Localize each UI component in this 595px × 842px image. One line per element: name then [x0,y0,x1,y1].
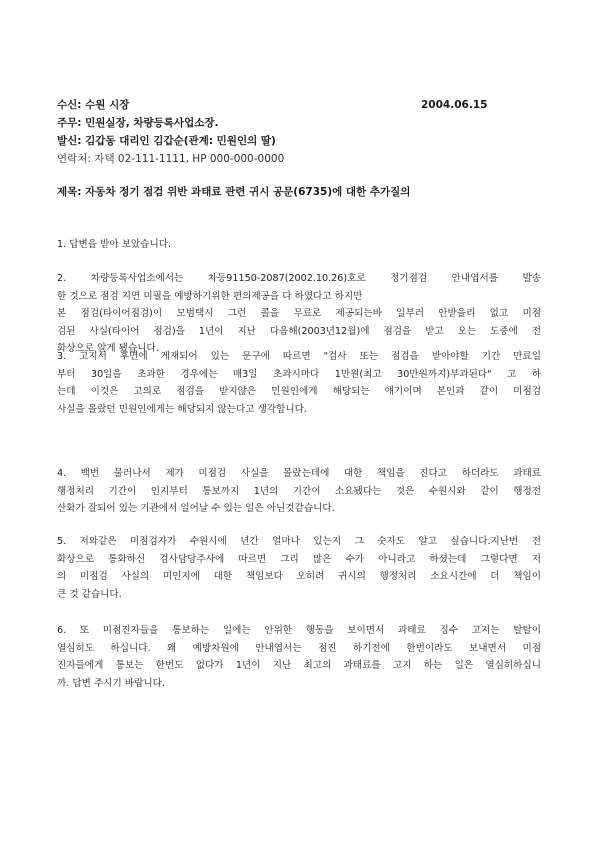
paragraph-line: 행정처리 기간이 인지부터 통보까지 1년의 기간이 소요됐다는 것은 수원시와 같이 행정전 [57,485,541,497]
paragraph-6 [57,622,541,692]
paragraph-line: 4. 백번 물러나서 제가 미점검 사실을 몰랐는데에 대한 책임을 진다고 하더라도 과태료 [57,468,541,479]
paragraph-line: 한 것으로 점검 지연 미필을 예방하기위한 편의제공을 다 하였다고 하지만 [57,290,363,302]
paragraph-line: 부터 30일을 초과한 경우에는 매3일 초과시마다 1만원(최고 30만원까지)부과된다" 고 하 [57,368,541,380]
paragraph-line: 5. 저와같은 미점검자가 수원시에 년간 얼마나 있는지 그 숫자도 알고 싶습니다.지난번 전 [57,536,541,547]
cc-line: 주무: 민원실장, 차량등록사업소장. [57,117,219,129]
paragraph-line: 본 점검(타이어점검)이 모범택시 그런 콜을 무료로 제공되는바 일부러 안받을리 없고 미점 [57,308,541,319]
paragraph-2 [57,270,541,358]
paragraph-line: 는데 이것은 고의로 점검을 받지않은 민원인에게 해당되는 얘기이며 본인과 같이 미점검 [57,386,541,397]
paragraph-line: 6. 또 미점진자들을 통보하는 일에는 안위한 행동을 보이면서 과태료 징수 고지는 탈탈이 [57,625,541,636]
paragraph-line: 검된 사실(타이어 점검)을 1년이 지난 다음해(2003년12월)에 점검을 받고 오는 도중에 전 [57,325,541,337]
paragraph-line: 화상으로 통화하신 검사담당주사에 따르면 그리 많은 수가 아니라고 하셨는데 그렇다면 저 [57,553,541,565]
paragraph-line: 열심히도 하십니다. 왜 예방차원에 안내엽서는 점진 하기전에 한번이라도 보내면서 미점 [57,642,541,654]
subject-line: 제목: 자동차 정기 점검 위반 과태료 관련 귀시 공문(6735)에 대한 추가질의 [57,186,411,198]
paragraph-line: 까. 답변 주시기 바랍니다. [57,677,165,689]
contact-line: 연락처: 자택 02-111-1111, HP 000-000-0000 [57,153,285,165]
paragraph-line: 화상으로 알게 됐습니다. [57,343,159,354]
paragraph-line: 사실을 몰랐던 민원인에게는 해당되지 않는다고 생각합니다. [57,403,307,415]
paragraph-line: 2. 차량등록사업소에서는 차등91150-2087(2002.10.26)호로 정기점검 안내엽서를 발송 [57,273,541,284]
paragraph-line: 의 미점검 사실의 미인지에 대한 책임보다 오히려 귀시의 행정처리 소요시간에 더 책임이 [57,571,541,582]
paragraph-line: 3. 고지서 후면에 게재되어 있는 문구에 따르면 "검사 또는 점검을 받아야할 기간 만료일 [57,351,541,362]
paragraph-line: 산화가 잘되어 있는 기관에서 일어날 수 있는 일은 아닌것같습니다. [57,503,335,514]
paragraph-1 [57,236,541,254]
sender-line: 발신: 김갑동 대리인 김갑순(관계: 민원인의 딸) [57,135,276,147]
recipient-line: 수신: 수원 시장 [57,99,130,111]
paragraph-line: 1. 답변을 받아 보았습니다. [57,239,172,250]
paragraph-5 [57,533,541,603]
document-date: 2004.06.15 [421,99,488,111]
paragraph-line: 큰 것 같습니다. [57,588,122,600]
paragraph-line: 진자들에게 통보는 한번도 없다가 1년이 지난 최고의 과태료를 고지 하는 일은 열심히하십니 [57,660,541,671]
paragraph-4 [57,465,541,518]
paragraph-3 [57,348,541,418]
